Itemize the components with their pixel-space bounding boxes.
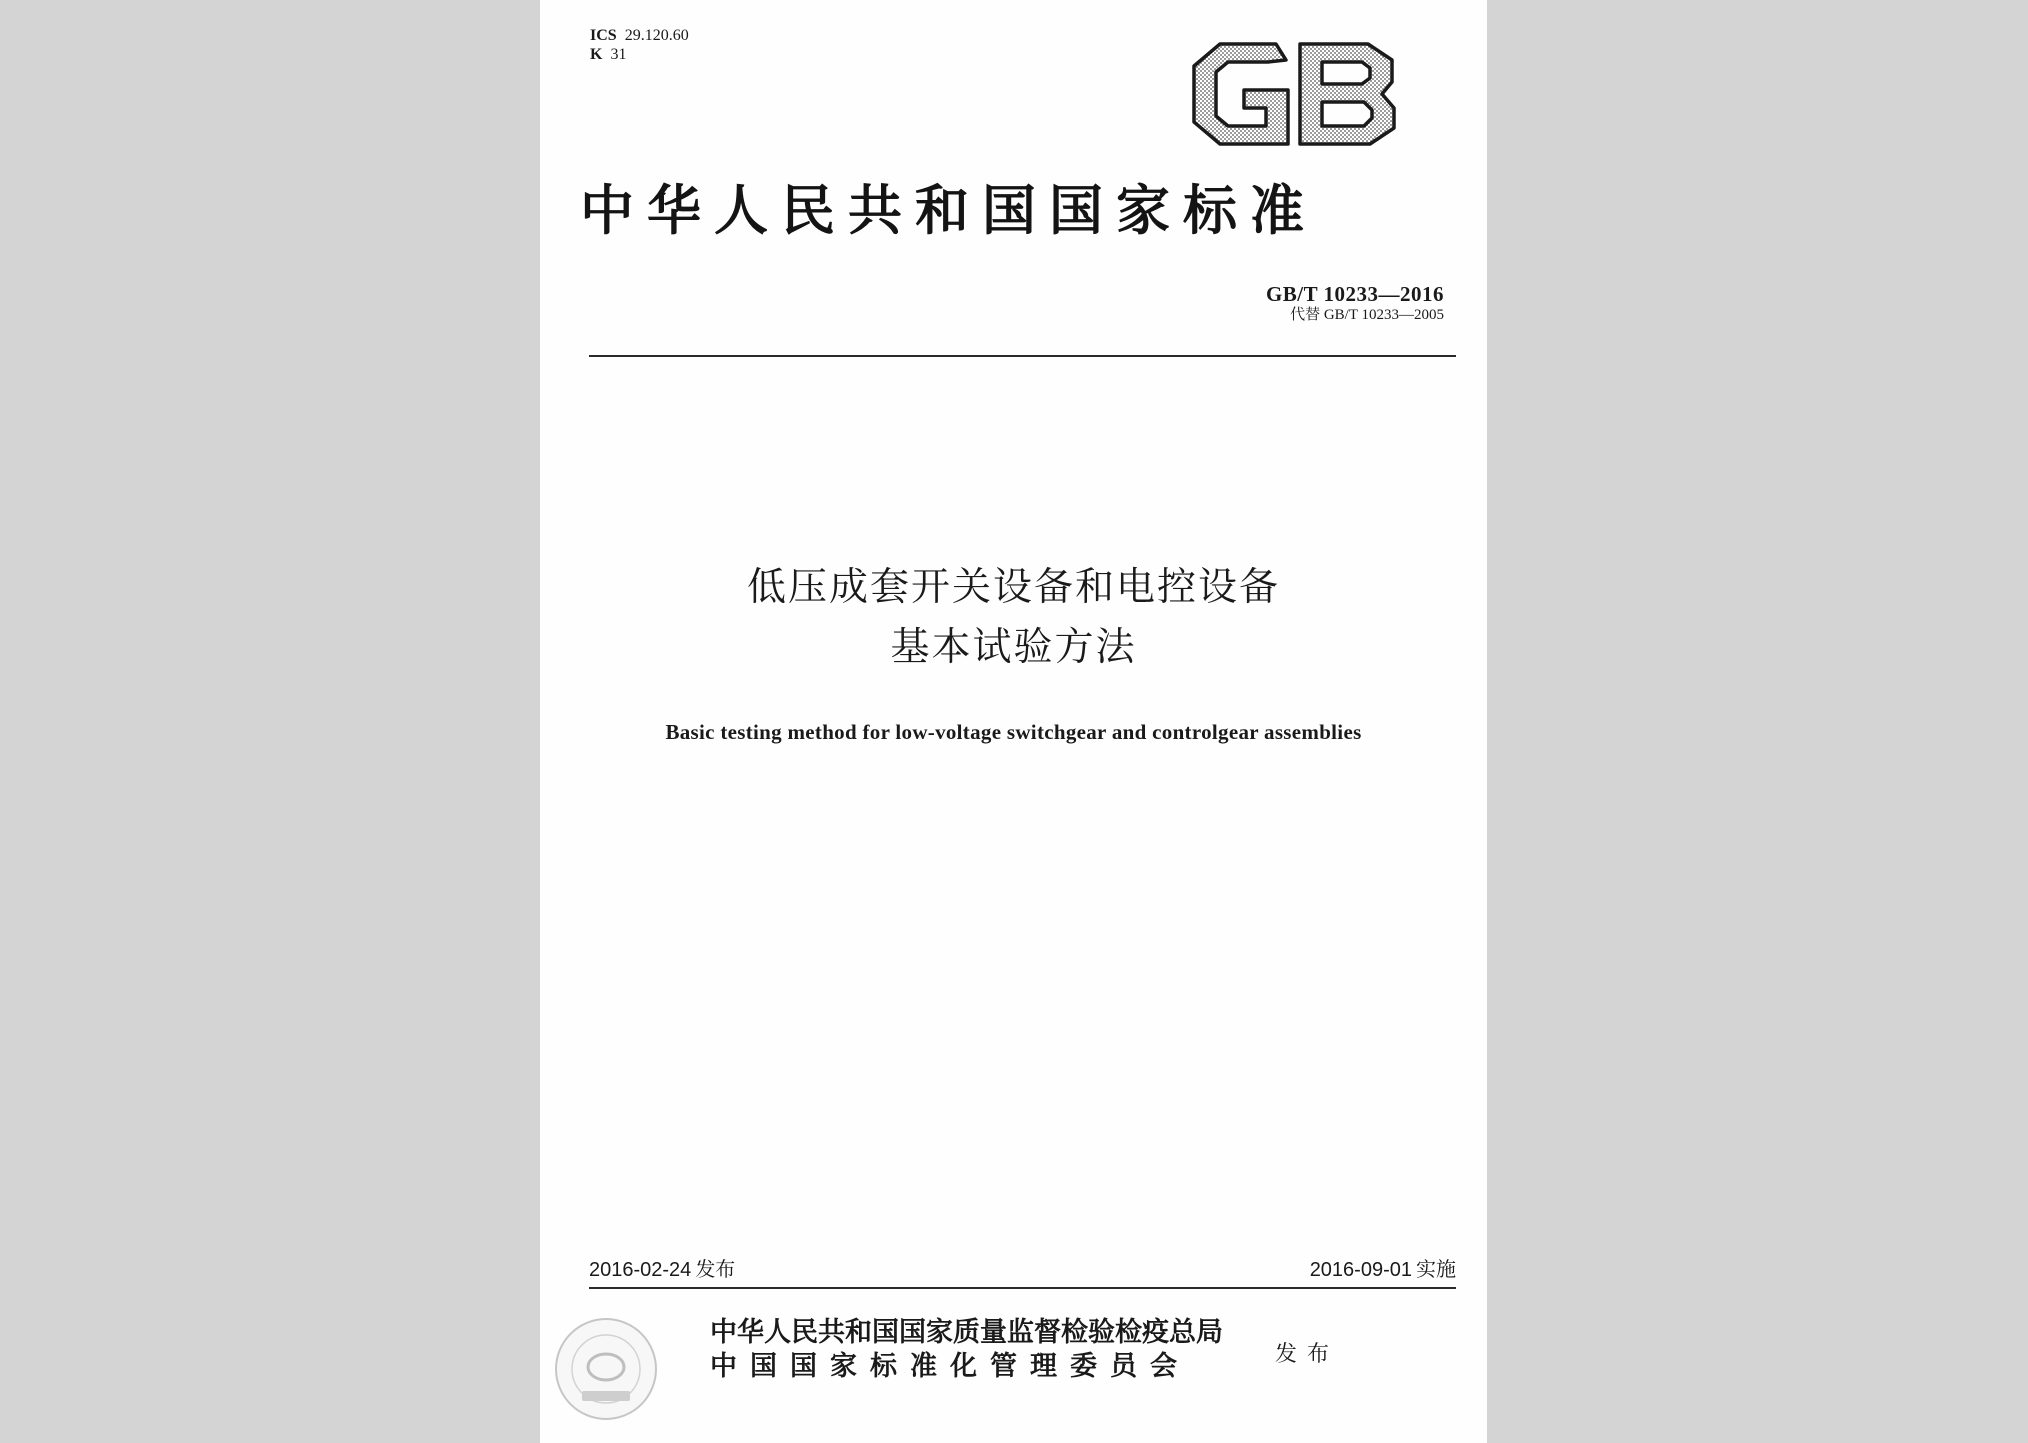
document-title-line2: 基本试验方法 (890, 625, 1137, 670)
issue-date: 2016-02-24 发布 (589, 1257, 736, 1281)
standard-category-title: 中华人民共和国国家标准 (580, 178, 1317, 242)
document-title-english: Basic testing method for low-voltage switchgear and controlgear assemblies (665, 720, 1362, 744)
anti-counterfeit-seal-icon (552, 1315, 660, 1423)
ccs-code: K 31 (590, 46, 627, 63)
standard-number: GB/T 10233—2016 (1265, 282, 1444, 306)
standard-number-block (1266, 282, 1444, 324)
issuer-org-1: 中华人民共和国国家质量监督检验检疫总局 (710, 1317, 1223, 1348)
issuer-org-2: 中国国家标准化管理委员会 (710, 1351, 1190, 1382)
bottom-divider (589, 1287, 1456, 1289)
gb-logo-icon (1188, 38, 1400, 150)
top-divider (589, 355, 1456, 357)
issuing-organizations (710, 1316, 1223, 1384)
ics-code: ICS 29.120.60 (590, 27, 689, 44)
replaces-standard: 代替 GB/T 10233—2005 (1290, 307, 1444, 323)
document-title (540, 558, 1487, 678)
classification-codes (590, 26, 689, 64)
publish-label: 发布 (1275, 1342, 1340, 1367)
document-page (540, 0, 1487, 1443)
document-title-line1: 低压成套开关设备和电控设备 (746, 565, 1280, 610)
effective-date: 2016-09-01 实施 (1309, 1257, 1456, 1281)
